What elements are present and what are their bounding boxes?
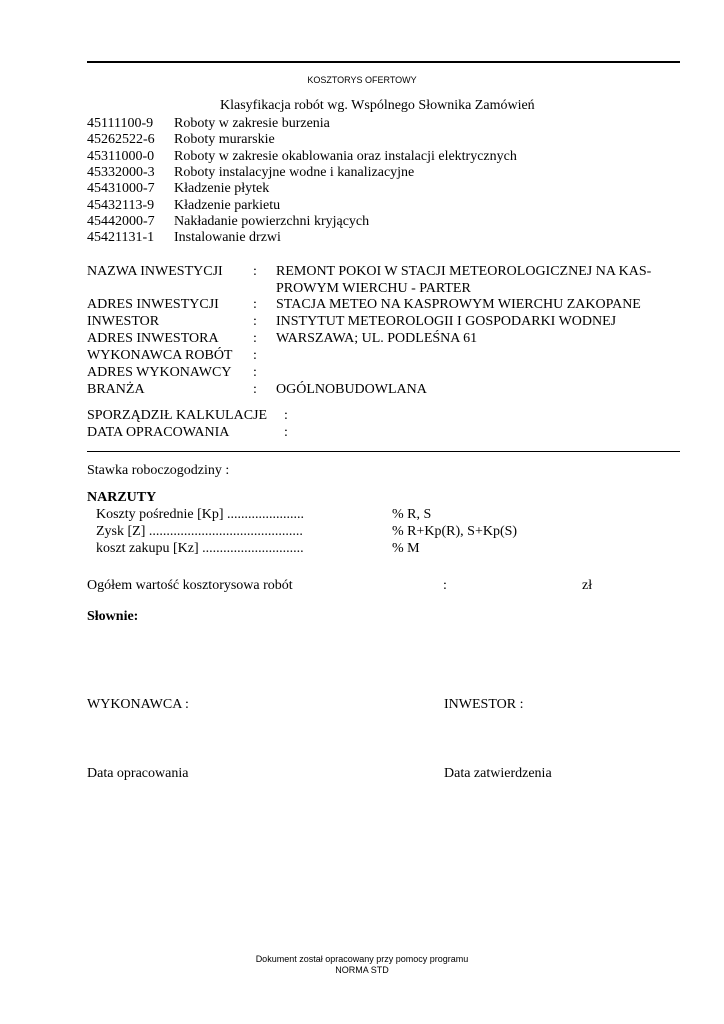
investor-address-value: WARSZAWA; UL. PODLEŚNA 61 [276,331,478,346]
preparation-date-label: DATA OPRACOWANIA [87,425,230,440]
classification-desc: Kładzenie parkietu [174,198,281,213]
classification-code: 45311000-0 [87,149,155,164]
classification-desc: Roboty instalacyjne wodne i kanalizacyjne [174,165,415,180]
classification-code: 45432113-9 [87,198,155,213]
branch-label: BRANŻA [87,382,145,397]
investor-signature-label: INWESTOR : [444,697,524,712]
contractor-label: WYKONAWCA ROBÓT [87,348,233,363]
colon: : [253,297,257,312]
section-divider [87,451,680,452]
surcharges-title: NARZUTY [87,490,157,505]
classification-code: 45111100-9 [87,116,154,131]
investor-label: INWESTOR [87,314,160,329]
surcharge-label: Koszty pośrednie [Kp] ...................... [96,507,305,522]
classification-code: 45332000-3 [87,165,155,180]
colon: : [253,365,257,380]
classification-desc: Roboty w zakresie burzenia [174,116,330,131]
prepared-by-label: SPORZĄDZIŁ KALKULACJE [87,408,268,423]
surcharge-label: koszt zakupu [Kz] ............................. [96,541,304,556]
classification-code: 45262522-6 [87,132,155,147]
classification-code: 45431000-7 [87,181,155,196]
document-header-title: KOSZTORYS OFERTOWY [307,75,417,85]
classification-title: Klasyfikacja robót wg. Wspólnego Słownika Zamówień [220,98,535,113]
surcharge-unit: % M [392,541,420,556]
investment-address-value: STACJA METEO NA KASPROWYM WIERCHU ZAKOPANE [276,297,641,312]
colon: : [253,264,257,279]
surcharge-label: Zysk [Z] ............................................ [96,524,303,539]
surcharge-unit: % R, S [392,507,432,522]
classification-code: 45421131-1 [87,230,155,245]
colon: : [443,578,447,593]
classification-desc: Kładzenie płytek [174,181,270,196]
colon: : [284,425,288,440]
investment-name-value-cont: PROWYM WIERCHU - PARTER [276,281,471,296]
surcharge-unit: % R+Kp(R), S+Kp(S) [392,524,518,539]
colon: : [284,408,288,423]
in-words-label: Słownie: [87,609,139,624]
investor-address-label: ADRES INWESTORA [87,331,219,346]
colon: : [253,331,257,346]
date-approved-label: Data zatwierdzenia [444,766,552,781]
colon: : [253,348,257,363]
contractor-address-label: ADRES WYKONAWCY [87,365,232,380]
branch-value: OGÓLNOBUDOWLANA [276,382,427,397]
colon: : [253,382,257,397]
colon: : [253,314,257,329]
investment-address-label: ADRES INWESTYCJI [87,297,219,312]
total-value-label: Ogółem wartość kosztorysowa robót [87,578,293,593]
header-rule [87,61,680,63]
investor-value: INSTYTUT METEOROLOGII I GOSPODARKI WODNEJ [276,314,617,329]
currency-label: zł [582,578,593,593]
classification-code: 45442000-7 [87,214,155,229]
date-prepared-label: Data opracowania [87,766,189,781]
classification-desc: Roboty w zakresie okablowania oraz instalacji elektrycznych [174,149,517,164]
hourly-rate-label: Stawka roboczogodziny : [87,463,230,478]
investment-name-value: REMONT POKOI W STACJI METEOROLOGICZNEJ NA KAS- [276,264,652,279]
footer-program-name: NORMA STD [335,965,389,975]
classification-desc: Nakładanie powierzchni kryjących [174,214,370,229]
footer-note: Dokument został opracowany przy pomocy programu [255,954,469,964]
classification-desc: Roboty murarskie [174,132,275,147]
investment-name-label: NAZWA INWESTYCJI [87,264,223,279]
contractor-signature-label: WYKONAWCA : [87,697,189,712]
classification-desc: Instalowanie drzwi [174,230,281,245]
